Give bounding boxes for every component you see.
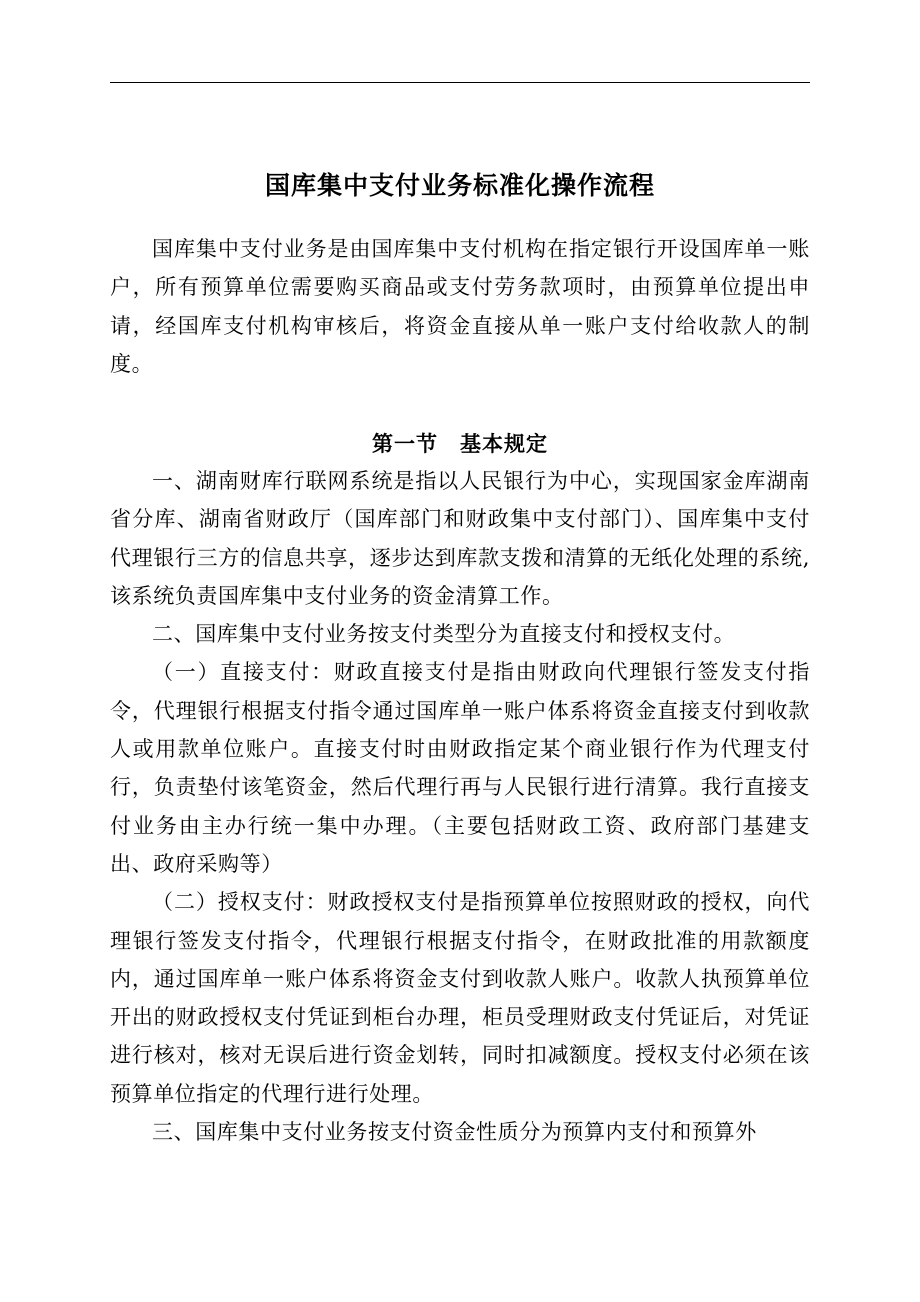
intro-block <box>110 230 810 383</box>
paragraph-5: 三、国库集中支付业务按支付资金性质分为预算内支付和预算外 <box>152 1120 757 1145</box>
header-rule <box>110 82 810 83</box>
paragraph-1: 一、湖南财库行联网系统是指以人民银行为中心，实现国家金库湖南省分库、湖南省财政厅（国库部门和财政集中支付部门）、国库集中支付代理银行三方的信息共享，逐步达到库款支拨和清算的无纸化处理的系统,该系统负责国库集中支付业务的资金清算工作。 <box>110 469 810 608</box>
document-title: 国库集中支付业务标准化操作流程 <box>264 171 655 200</box>
section-title: 第一节 基本规定 <box>372 431 548 456</box>
intro-paragraph: 国库集中支付业务是由国库集中支付机构在指定银行开设国库单一账户，所有预算单位需要购买商品或支付劳务款项时，由预算单位提出申请，经国库支付机构审核后，将资金直接从单一账户支付给收款人的制度。 <box>110 237 810 376</box>
paragraph-4: （二）授权支付：财政授权支付是指预算单位按照财政的授权，向代理银行签发支付指令，代理银行根据支付指令，在财政批准的用款额度内，通过国库单一账户体系将资金支付到收款人账户。收款人执预算单位开出的财政授权支付凭证到柜台办理，柜员受理财政支付凭证后，对凭证进行核对，核对无误后进行资金划转，同时扣减额度。授权支付必须在该预算单位指定的代理行进行处理。 <box>110 890 810 1106</box>
paragraph-3: （一）直接支付：财政直接支付是指由财政向代理银行签发支付指令，代理银行根据支付指令通过国库单一账户体系将资金直接支付到收款人或用款单位账户。直接支付时由财政指定某个商业银行作为代理支付行，负责垫付该笔资金，然后代理行再与人民银行进行清算。我行直接支付业务由主办行统一集中办理。（主要包括财政工资、政府部门基建支出、政府采购等） <box>110 660 810 876</box>
paragraph-2: 二、国库集中支付业务按支付类型分为直接支付和授权支付。 <box>152 622 736 647</box>
section-body <box>110 462 810 1151</box>
